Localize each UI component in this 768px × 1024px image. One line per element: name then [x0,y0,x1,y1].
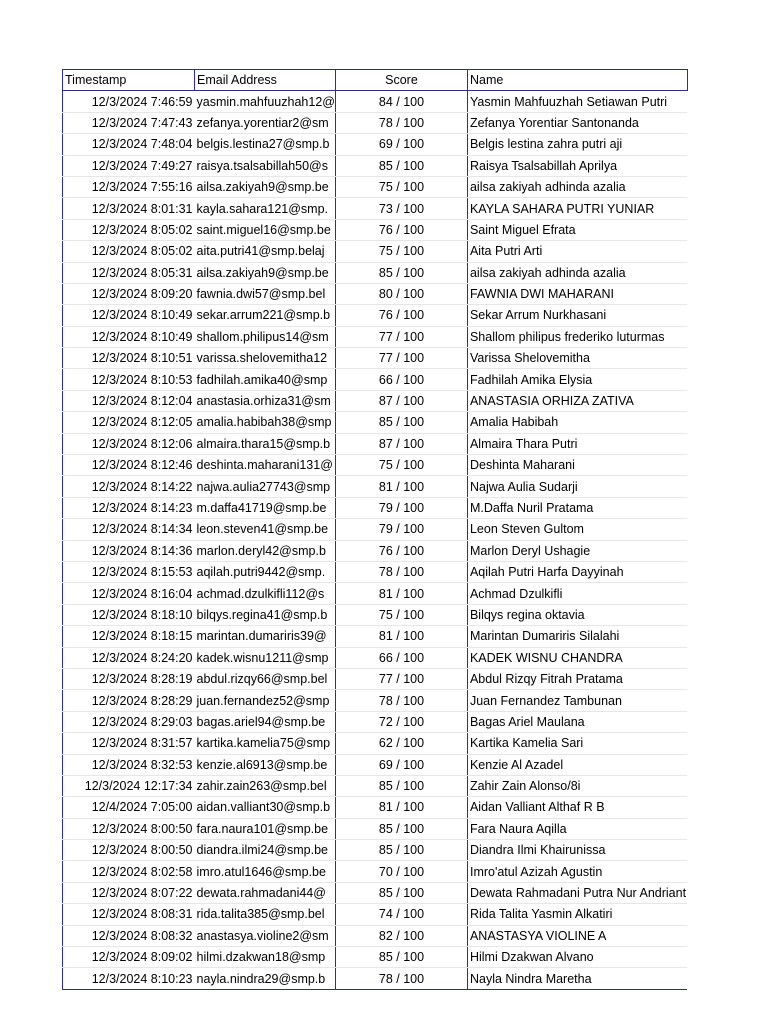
email-cell[interactable]: achmad.dzulkifli112@s [195,583,336,604]
email-cell[interactable]: saint.miguel16@smp.be [195,219,336,240]
table-row [63,947,688,968]
email-cell[interactable]: marintan.dumariris39@ [195,626,336,647]
timestamp-cell[interactable]: 12/3/2024 7:48:04 [63,134,195,155]
score-cell[interactable]: 85 / 100 [335,882,467,903]
name-cell[interactable]: Varissa Shelovemitha [467,348,687,369]
email-cell[interactable]: raisya.tsalsabillah50@s [195,155,336,176]
email-cell[interactable]: aita.putri41@smp.belaj [195,241,336,262]
name-cell[interactable]: Dewata Rahmadani Putra Nur Andriant [467,882,687,903]
name-cell[interactable]: Zahir Zain Alonso/8i [467,775,687,796]
timestamp-cell[interactable]: 12/3/2024 8:18:15 [63,626,195,647]
table-row [63,690,688,711]
name-cell[interactable]: Fara Naura Aqilla [467,818,687,839]
name-cell[interactable]: Bilqys regina oktavia [467,604,687,625]
name-cell[interactable]: Sekar Arrum Nurkhasani [467,305,687,326]
timestamp-cell[interactable]: 12/3/2024 8:18:10 [63,604,195,625]
timestamp-cell[interactable]: 12/3/2024 8:10:23 [63,968,195,989]
score-cell[interactable]: 72 / 100 [335,711,467,732]
table-row [63,433,688,454]
score-cell[interactable]: 76 / 100 [335,305,467,326]
score-cell[interactable]: 66 / 100 [335,647,467,668]
email-cell[interactable]: ailsa.zakiyah9@smp.be [195,262,336,283]
name-cell[interactable]: ANASTASYA VIOLINE A [467,925,687,946]
timestamp-cell[interactable]: 12/3/2024 8:28:19 [63,668,195,689]
name-cell[interactable]: Achmad Dzulkifli [467,583,687,604]
score-cell[interactable]: 74 / 100 [335,904,467,925]
timestamp-cell[interactable]: 12/3/2024 8:31:57 [63,733,195,754]
table-header [63,70,688,91]
timestamp-cell[interactable]: 12/3/2024 7:47:43 [63,112,195,133]
email-cell[interactable]: kayla.sahara121@smp. [195,198,336,219]
table-row [63,925,688,946]
email-cell[interactable]: najwa.aulia27743@smp [195,476,336,497]
name-cell[interactable]: ailsa zakiyah adhinda azalia [467,262,687,283]
name-cell[interactable]: Juan Fernandez Tambunan [467,690,687,711]
name-cell[interactable]: Deshinta Maharani [467,455,687,476]
name-cell[interactable]: Saint Miguel Efrata [467,219,687,240]
score-cell[interactable]: 77 / 100 [335,348,467,369]
score-cell[interactable]: 81 / 100 [335,476,467,497]
name-cell[interactable]: Raisya Tsalsabillah Aprilya [467,155,687,176]
table-row [63,840,688,861]
email-cell[interactable]: marlon.deryl42@smp.b [195,540,336,561]
table-row [63,519,688,540]
email-cell[interactable]: kadek.wisnu1211@smp [195,647,336,668]
table-body [63,91,688,989]
email-cell[interactable]: shallom.philipus14@sm [195,326,336,347]
email-cell[interactable]: sekar.arrum221@smp.b [195,305,336,326]
table-row [63,390,688,411]
name-cell[interactable]: KAYLA SAHARA PUTRI YUNIAR [467,198,687,219]
table-row [63,198,688,219]
table-row [63,861,688,882]
timestamp-cell[interactable]: 12/3/2024 8:14:23 [63,497,195,518]
timestamp-cell[interactable]: 12/3/2024 8:12:46 [63,455,195,476]
column-header-timestamp[interactable]: Timestamp [63,70,195,91]
email-cell[interactable]: dewata.rahmadani44@ [195,882,336,903]
score-cell[interactable]: 75 / 100 [335,604,467,625]
score-cell[interactable]: 87 / 100 [335,390,467,411]
name-cell[interactable]: Marlon Deryl Ushagie [467,540,687,561]
score-cell[interactable]: 79 / 100 [335,519,467,540]
table-row [63,219,688,240]
name-cell[interactable]: Almaira Thara Putri [467,433,687,454]
score-cell[interactable]: 78 / 100 [335,690,467,711]
email-cell[interactable]: anastasia.orhiza31@sm [195,390,336,411]
score-cell[interactable]: 69 / 100 [335,134,467,155]
timestamp-cell[interactable]: 12/3/2024 8:08:31 [63,904,195,925]
table-row [63,668,688,689]
score-cell[interactable]: 85 / 100 [335,947,467,968]
score-cell[interactable]: 69 / 100 [335,754,467,775]
score-cell[interactable]: 81 / 100 [335,626,467,647]
name-cell[interactable]: Diandra Ilmi Khairunissa [467,840,687,861]
email-cell[interactable]: anastasya.violine2@sm [195,925,336,946]
email-cell[interactable]: hilmi.dzakwan18@smp [195,947,336,968]
timestamp-cell[interactable]: 12/3/2024 7:49:27 [63,155,195,176]
email-cell[interactable]: zefanya.yorentiar2@sm [195,112,336,133]
email-cell[interactable]: fadhilah.amika40@smp [195,369,336,390]
score-cell[interactable]: 75 / 100 [335,241,467,262]
email-cell[interactable]: bilqys.regina41@smp.b [195,604,336,625]
email-cell[interactable]: diandra.ilmi24@smp.be [195,840,336,861]
name-cell[interactable]: Rida Talita Yasmin Alkatiri [467,904,687,925]
name-cell[interactable]: ANASTASIA ORHIZA ZATIVA [467,390,687,411]
timestamp-cell[interactable]: 12/3/2024 8:09:20 [63,283,195,304]
name-cell[interactable]: Bagas Ariel Maulana [467,711,687,732]
timestamp-cell[interactable]: 12/3/2024 8:00:50 [63,818,195,839]
table-row [63,305,688,326]
score-cell[interactable]: 75 / 100 [335,176,467,197]
table-row [63,369,688,390]
score-cell[interactable]: 81 / 100 [335,583,467,604]
table-row [63,797,688,818]
table-row [63,968,688,989]
table-row [63,348,688,369]
name-cell[interactable]: Najwa Aulia Sudarji [467,476,687,497]
name-cell[interactable]: Aidan Valliant Althaf R B [467,797,687,818]
timestamp-cell[interactable]: 12/3/2024 8:00:50 [63,840,195,861]
timestamp-cell[interactable]: 12/3/2024 8:28:29 [63,690,195,711]
email-cell[interactable]: leon.steven41@smp.be [195,519,336,540]
name-cell[interactable]: Aita Putri Arti [467,241,687,262]
timestamp-cell[interactable]: 12/3/2024 8:14:36 [63,540,195,561]
score-cell[interactable]: 85 / 100 [335,412,467,433]
email-cell[interactable]: almaira.thara15@smp.b [195,433,336,454]
score-cell[interactable]: 76 / 100 [335,219,467,240]
name-cell[interactable]: Marintan Dumariris Silalahi [467,626,687,647]
table-row [63,561,688,582]
email-cell[interactable]: fawnia.dwi57@smp.bel [195,283,336,304]
name-cell[interactable]: Shallom philipus frederiko luturmas [467,326,687,347]
email-cell[interactable]: kenzie.al6913@smp.be [195,754,336,775]
column-header-score[interactable]: Score [335,70,467,91]
name-cell[interactable]: Kartika Kamelia Sari [467,733,687,754]
table-row [63,754,688,775]
score-cell[interactable]: 77 / 100 [335,326,467,347]
timestamp-cell[interactable]: 12/3/2024 8:09:02 [63,947,195,968]
score-cell[interactable]: 66 / 100 [335,369,467,390]
email-cell[interactable]: fara.naura101@smp.be [195,818,336,839]
score-cell[interactable]: 78 / 100 [335,112,467,133]
email-cell[interactable]: m.daffa41719@smp.be [195,497,336,518]
timestamp-cell[interactable]: 12/3/2024 7:55:16 [63,176,195,197]
timestamp-cell[interactable]: 12/3/2024 8:02:58 [63,861,195,882]
timestamp-cell[interactable]: 12/3/2024 8:05:02 [63,219,195,240]
table-row [63,262,688,283]
timestamp-cell[interactable]: 12/3/2024 8:05:31 [63,262,195,283]
name-cell[interactable]: Kenzie Al Azadel [467,754,687,775]
table-row [63,155,688,176]
timestamp-cell[interactable]: 12/3/2024 8:14:34 [63,519,195,540]
name-cell[interactable]: Imro'atul Azizah Agustin [467,861,687,882]
score-cell[interactable]: 80 / 100 [335,283,467,304]
name-cell[interactable]: M.Daffa Nuril Pratama [467,497,687,518]
timestamp-cell[interactable]: 12/3/2024 12:17:34 [63,775,195,796]
name-cell[interactable]: Fadhilah Amika Elysia [467,369,687,390]
name-cell[interactable]: FAWNIA DWI MAHARANI [467,283,687,304]
name-cell[interactable]: Aqilah Putri Harfa Dayyinah [467,561,687,582]
table-row [63,134,688,155]
table-row [63,904,688,925]
name-cell[interactable]: Yasmin Mahfuuzhah Setiawan Putri [467,91,687,112]
responses-table [62,69,688,990]
email-cell[interactable]: zahir.zain263@smp.bel [195,775,336,796]
table-row [63,540,688,561]
table-row [63,241,688,262]
score-cell[interactable]: 78 / 100 [335,968,467,989]
name-cell[interactable]: Nayla Nindra Maretha [467,968,687,989]
email-cell[interactable]: abdul.rizqy66@smp.bel [195,668,336,689]
email-cell[interactable]: imro.atul1646@smp.be [195,861,336,882]
table-row [63,604,688,625]
name-cell[interactable]: Belgis lestina zahra putri aji [467,134,687,155]
name-cell[interactable]: Zefanya Yorentiar Santonanda [467,112,687,133]
table-row [63,283,688,304]
timestamp-cell[interactable]: 12/3/2024 8:15:53 [63,561,195,582]
email-cell[interactable]: kartika.kamelia75@smp [195,733,336,754]
score-cell[interactable]: 79 / 100 [335,497,467,518]
timestamp-cell[interactable]: 12/4/2024 7:05:00 [63,797,195,818]
score-cell[interactable]: 85 / 100 [335,818,467,839]
timestamp-cell[interactable]: 12/3/2024 7:46:59 [63,91,195,112]
table-row [63,412,688,433]
score-cell[interactable]: 62 / 100 [335,733,467,754]
table-row [63,818,688,839]
timestamp-cell[interactable]: 12/3/2024 8:01:31 [63,198,195,219]
column-header-email[interactable]: Email Address [195,70,336,91]
timestamp-cell[interactable]: 12/3/2024 8:07:22 [63,882,195,903]
email-cell[interactable]: bagas.ariel94@smp.be [195,711,336,732]
timestamp-cell[interactable]: 12/3/2024 8:16:04 [63,583,195,604]
email-cell[interactable]: aidan.valliant30@smp.b [195,797,336,818]
name-cell[interactable]: ailsa zakiyah adhinda azalia [467,176,687,197]
table-row [63,711,688,732]
timestamp-cell[interactable]: 12/3/2024 8:10:49 [63,326,195,347]
email-cell[interactable]: yasmin.mahfuuzhah12@ [195,91,336,112]
timestamp-cell[interactable]: 12/3/2024 8:05:02 [63,241,195,262]
table-row [63,497,688,518]
score-cell[interactable]: 85 / 100 [335,840,467,861]
score-cell[interactable]: 73 / 100 [335,198,467,219]
email-cell[interactable]: deshinta.maharani131@ [195,455,336,476]
table-row [63,91,688,112]
score-cell[interactable]: 77 / 100 [335,668,467,689]
table-row [63,733,688,754]
timestamp-cell[interactable]: 12/3/2024 8:14:22 [63,476,195,497]
table-row [63,455,688,476]
table-row [63,326,688,347]
email-cell[interactable]: belgis.lestina27@smp.b [195,134,336,155]
timestamp-cell[interactable]: 12/3/2024 8:32:53 [63,754,195,775]
timestamp-cell[interactable]: 12/3/2024 8:10:49 [63,305,195,326]
name-cell[interactable]: KADEK WISNU CHANDRA [467,647,687,668]
email-cell[interactable]: aqilah.putri9442@smp. [195,561,336,582]
header-row [63,70,688,91]
timestamp-cell[interactable]: 12/3/2024 8:10:53 [63,369,195,390]
score-cell[interactable]: 78 / 100 [335,561,467,582]
timestamp-cell[interactable]: 12/3/2024 8:10:51 [63,348,195,369]
table-row [63,647,688,668]
timestamp-cell[interactable]: 12/3/2024 8:08:32 [63,925,195,946]
score-cell[interactable]: 85 / 100 [335,775,467,796]
score-cell[interactable]: 82 / 100 [335,925,467,946]
email-cell[interactable]: ailsa.zakiyah9@smp.be [195,176,336,197]
name-cell[interactable]: Leon Steven Gultom [467,519,687,540]
name-cell[interactable]: Amalia Habibah [467,412,687,433]
timestamp-cell[interactable]: 12/3/2024 8:29:03 [63,711,195,732]
score-cell[interactable]: 85 / 100 [335,155,467,176]
name-cell[interactable]: Hilmi Dzakwan Alvano [467,947,687,968]
table-row [63,112,688,133]
email-cell[interactable]: juan.fernandez52@smp [195,690,336,711]
column-header-name[interactable]: Name [467,70,687,91]
score-cell[interactable]: 75 / 100 [335,455,467,476]
score-cell[interactable]: 70 / 100 [335,861,467,882]
timestamp-cell[interactable]: 12/3/2024 8:12:04 [63,390,195,411]
score-cell[interactable]: 87 / 100 [335,433,467,454]
score-cell[interactable]: 85 / 100 [335,262,467,283]
email-cell[interactable]: rida.talita385@smp.bel [195,904,336,925]
score-cell[interactable]: 84 / 100 [335,91,467,112]
timestamp-cell[interactable]: 12/3/2024 8:24:20 [63,647,195,668]
table-row [63,882,688,903]
table-row [63,476,688,497]
email-cell[interactable]: varissa.shelovemitha12 [195,348,336,369]
table-row [63,583,688,604]
table-row [63,176,688,197]
timestamp-cell[interactable]: 12/3/2024 8:12:06 [63,433,195,454]
timestamp-cell[interactable]: 12/3/2024 8:12:05 [63,412,195,433]
email-cell[interactable]: amalia.habibah38@smp [195,412,336,433]
email-cell[interactable]: nayla.nindra29@smp.b [195,968,336,989]
name-cell[interactable]: Abdul Rizqy Fitrah Pratama [467,668,687,689]
table-row [63,626,688,647]
score-cell[interactable]: 81 / 100 [335,797,467,818]
table-row [63,775,688,796]
score-cell[interactable]: 76 / 100 [335,540,467,561]
